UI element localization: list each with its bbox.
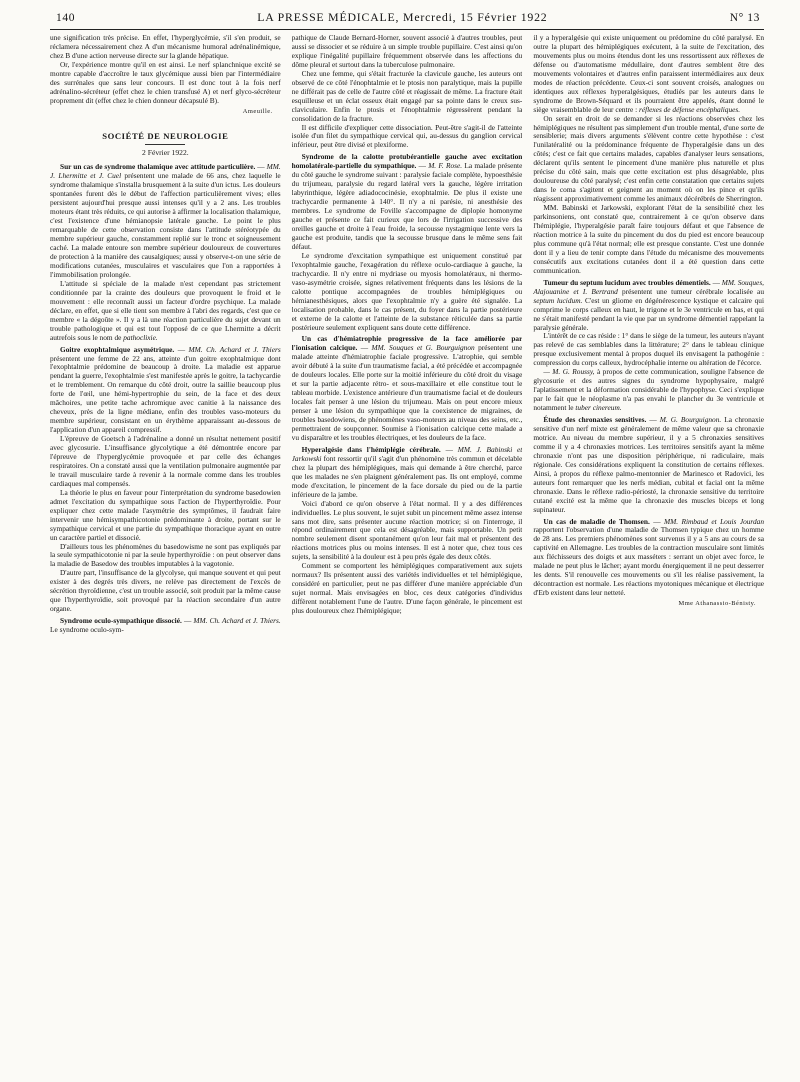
article-authors: MM. Ch. Achard et J. Thiers. — [193, 616, 281, 626]
paragraph: La théorie le plus en faveur pour l'interprétation du syndrome basedowien admet l'excitation du sympathique sous l'action de l'hyperthyroïdie. Pour expliquer chez cette malade l'asymétrie des symptômes, il faudrait faire intervenir une hémisympathicotonie prédominante à droite, portant sur le sympathique cervical et une partie du sympathique thoracique ayant en outre un caractère partiel et dissocié. — [50, 487, 281, 542]
article-body: La malade présente du côté gauche le syndrome suivant : paralysie faciale complète, hypoesthésie du trijumeau, paralysie du regard latéral vers la gauche, légère irritation labyrinthique, légère adiadococinésie, exophtalmie. De plus il existe une trachycardie permanente à 140°. Il n'y a ni parésie, ni anesthésie des membres. Le syndrome de Foville s'accompagne de diplopie homonyme gauche et présente ce fait curieux que lors de l'irrigation successive des oreilles gauche et droite à l'eau froide, la secousse nystagmique lente vers la gauche est produite, tandis que la secousse brusque dans le même sens fait défaut. — [291, 161, 523, 251]
article-title: Un cas d'hémiatrophie progressive de la face améliorée par l'ionisation calcique. — [291, 334, 523, 353]
paragraph: MM. Babinski et Jarkowski, explorant l'état de la sensibilité chez les parkinsoniens, ont constaté que, contrairement à ce qu'on observe dans l'hémiplégie, l'hyperalgésie paraît faire toujours défaut et que l'absence de réaction motrice à la suite du pincement du dos du pied est encore beaucoup plus commune qu'à l'état normal; elle est presque constante. C'est une donnée dont il y a lieu de tenir compte dans l'étude du mécanisme des mouvements consécutifs aux excitations cutanées dont il a été question dans cette communication. — [533, 203, 765, 275]
article-thomsen: Un cas de maladie de Thomsen. — MM. Rimbaud et Louis Jourdan rapportent l'observation d'une maladie de Thomsen typique chez un homme de 28 ans. Les premiers phénomènes sont survenus il y a 5 ans au cours de sa captivité en Allemagne. Les troubles de la contraction musculaire sont limités aux fléchisseurs des doigts et aux masséters : serrant un objet avec force, le malade ne peut plus le lâcher; ayant mordu énergiquement il ne peut desserrer les dents. S'il renouvelle ces mouvements ou s'il les réalise passivement, la décontraction est normale. Les réactions myotoniques mécanique et électrique d'Erb existent dans leur netteté. — [533, 516, 765, 598]
paragraph: On serait en droit de se demander si les réactions observées chez les hémiplégiques ne résultent pas simplement d'un trouble mental, d'une sorte de sensiblerie; mais divers arguments s'élèvent contre cette hypothèse : c'est l'unilatéralité ou la prédominance fréquente de l'hyperalgésie dans un des côtés; c'est ce fait que certains malades, capables d'analyser leurs sensations, déclarent qu'ils sentent le pincement d'une manière plus naturelle et plus précise du côté sain, mais que cette excitation est plus désagréable, plus douloureuse du côté paralysé; c'est enfin cette constatation que certains sujets dans le coma s'agitent et geignent au moment où on les pince et qu'ils réagissent approximativement comme les animaux décérébrés de Sherrington. — [533, 113, 765, 204]
article-body: Le syndrome oculo-sym- — [50, 625, 124, 635]
article-body: rapportent l'observation d'une maladie de Thomsen typique chez un homme de 28 ans. Les premiers phénomènes sont survenus il y a 5 ans au cours de sa captivité en Allemagne. Les troubles de la contraction musculaire sont limités aux fléchisseurs des doigts et aux masséters : serrant un objet avec force, le malade ne peut plus le lâcher; ayant mordu énergiquement il ne peut desserrer les dents. S'il renouvelle ces mouvements ou s'il les réalise passivement, la décontraction est normale. Les réactions myotoniques mécanique et électrique d'Erb existent dans leur netteté. — [533, 525, 765, 598]
article-title: Goitre exophtalmique asymétrique. — [60, 344, 175, 354]
paragraph — [50, 280, 281, 343]
article-authors: MM. Rimbaud et Louis Jourdan — [663, 516, 765, 526]
article-hemiatrophie: Un cas d'hémiatrophie progressive de la face améliorée par l'ionisation calcique. — MM. Souques et G. Bourguignon présentent une malade atteinte d'hémiatrophie faciale progressive. L'atrophie, qui semble avoir débuté à la suite d'un traumatisme facial, a été précédée et accompagnée de douleurs locales. Elle porte sur la moitié inférieure du côté droit du visage et sur la partie adjacente rétro- et sous-maxillaire et elle constitue tout le tableau morbide. L'existence antérieure d'un traumatisme facial et de douleurs locales fait penser à une lésion du trijumeau. Mais on peut encore mieux penser à une lésion du sympathique que la coexistence de migraines, de troubles basedowiens, de phénomènes vaso-moteurs au niveau des seins, etc., permettraient de soupçonner. Soumise à l'ionisation calcique cette malade a vu disparaître et les troubles électriques, et les douleurs de la face. — [291, 334, 523, 442]
article-body: présentent une femme de 22 ans, atteinte d'un goitre exophtalmique dont l'exophtalmie prédomine de beaucoup à droite. La maladie est apparue pendant la guerre, l'exophtalmie s'est manifestée après le goitre, la tachycardie et le tremblement. On remarque du côté droit, outre la saillie beaucoup plus forte de l'œil, une hémi-hypertrophie du sein, de la face et des deux mâchoires, une petite tache achromique avec canitie à la naissance des cheveux, près de la ligne médiane, enfin des troubles vaso-moteurs du membre supérieur, consistant en un érythème apparaissant au-dessous de l'application d'un appareil compressif. — [50, 353, 281, 435]
paragraph: L'intérêt de ce cas réside : 1° dans le siège de la tumeur, les auteurs n'ayant pas relevé de cas semblables dans la littérature; 2° dans le tableau clinique presque exclusivement mental à propos duquel ils envisagent la pathogénie : compression du corps calleux, hydrocéphalie interne ou altération de l'écorce. — [533, 331, 765, 368]
article-title: Un cas de maladie de Thomsen. — [543, 516, 650, 526]
paragraph — [533, 34, 764, 115]
paragraph: Le syndrome d'excitation sympathique est uniquement constitué par l'exophtalmie gauche, l'exagération du réflexe oculo-cardiaque à gauche, la trachycardie. Il n'y entre ni mydriase ou myosis homolatéraux, ni thermo-vaso-asymétrie croisée, signes relativement fréquents dans les lésions de la calotte pontique accompagnées de troubles hémiplégiques ou hémianesthésiques, alors que l'exophtalmie n'y a guère été signalée. La localisation probable, dans le cas présent, du foyer dans la partie postérieure et externe de la calotte et l'atteinte de la substance réticulée dans sa partie postérieure seulement expliquent sans doute cette différence. — [291, 250, 523, 332]
article-authors: — M. G. Roussy, — [543, 367, 595, 377]
author-signature: Ameuille. — [242, 107, 273, 115]
article-body: présentent une tumeur cérébrale localisée au — [622, 286, 764, 296]
article-chronaxies: Étude des chronaxies sensitives. — M. G. Bourguignon. La chronaxie sensitive d'un nerf mixte est généralement de même valeur que sa chronaxie motrice. Au niveau du membre supérieur, il y a 5 chronaxies sensitives comme il y a 4 chronaxies motrices. Les territoires sensitifs ayant la même chronaxie n'ont pas une disposition périphérique, ni radiculaire, mais régionale. Ces considérations expliquent la constitution de certains réflexes. Ainsi, à propos du réflexe palmo-mentonnier de Marinesco et Radovici, les auteurs font remarquer que les nerfs médian, cubital et facial ont la même chronaxie. Dans le réflexe radio-périosté, la chronaxie sensitive du territoire cutané excité est la même que la chronaxie des muscles biceps et long supinateur. — [533, 415, 765, 514]
article-title: Étude des chronaxies sensitives. — [543, 415, 647, 425]
paragraph: Comment se comportent les hémiplégiques comparativement aux sujets normaux? Ils présentent aussi des variétés individuelles et tel hémiplégique, considéré en particulier, peut ne pas différer d'une manière appréciable d'un sujet normal. Mais envisagées en bloc, ces deux catégories d'individus diffèrent notablement l'une de l'autre. D'une façon générale, le pincement est plus douloureux chez l'hémiplégique; — [291, 561, 523, 616]
article-authors: M. G. Bourguignon. — [659, 415, 722, 425]
paragraph: Chez une femme, qui s'était fracturée la clavicule gauche, les auteurs ont observé de ce côté l'énophtalmie et le ptosis non paralytique, mais la pupille ne différait pas de celle de l'autre côté et réagissait de même. La fracture était esquilleuse et un éclat osseux était engagé par sa pointe dans le creux sus-claviculaire. Enfin le ptosis et l'énophtalmie régressèrent pendant la consolidation de la fracture. — [291, 68, 523, 123]
italic-term: septum lucidum. — [533, 295, 583, 305]
author-signature: Mme Athanassio-Bénisty. — [678, 600, 757, 608]
italic-term: tuber cinereum. — [575, 403, 622, 413]
column-2 — [292, 34, 523, 1080]
article-body: L'attitude si spéciale de la malade n'est cependant pas strictement conditionnée par la crainte des douleurs que provoquent le froid et le mouvement : elle reconnaît aussi un facteur d'ordre psychique. La malade déclare, en effet, que si elle tient son membre à l'abri des regards, c'est que ce membre « la dégoûte ». Il y a là une réaction particulière du sujet devant un trouble pathologique et qui est tout l'opposé de ce que Lhermitte a décrit autrefois sous le nom de — [50, 278, 281, 342]
paragraph: D'ailleurs tous les phénomènes du basedowisme ne sont pas expliqués par la seule sympathicotonie ni par la seule hyperthyroïdie : on peut observer dans la maladie de Basedow des troubles imputables à la vagotonie. — [50, 541, 281, 569]
article-title: Tumeur du septum lucidum avec troubles démentiels. — [543, 277, 711, 287]
article-authors: MM. Souques, Alajouanine et I. Bertrand — [533, 277, 765, 296]
page-number: 140 — [56, 12, 76, 24]
article-body: La chronaxie sensitive d'un nerf mixte est généralement de même valeur que sa chronaxie motrice. Au niveau du membre supérieur, il y a 5 chronaxies sensitives comme il y a 4 chronaxies motrices. Les territoires sensitifs ayant la même chronaxie n'ont pas une disposition périphérique, ni radiculaire, mais régionale. Ces considérations expliquent la constitution de certains réflexes. Ainsi, à propos du réflexe palmo-mentonnier de Marinesco et Radovici, les auteurs font remarquer que les nerfs médian, cubital et facial ont la même chronaxie. Dans le réflexe radio-périosté, la chronaxie sensitive du territoire cutané excité est la même que la chronaxie des muscles biceps et long supinateur. — [533, 415, 765, 514]
article-body: à propos de cette communication, souligne l'absence de glycosurie et des autres signes du syndrome hypophysaire, malgré l'aplatissement et la déformation considérable de l'hypophyse. Ceci s'explique par le fait que le néoplasme n'a pas envahi le plancher du 3e ventricule et notamment le — [533, 367, 765, 413]
article-authors: M. F. Rose. — [428, 161, 463, 171]
article-body: font ressortir qu'il s'agit d'un phénomène très commun et décelable chez la plupart des hémiplégiques, mais qui demande à être cherché, parce que les malades ne s'en plaignent généralement pas. Ils ont employé, comme mode d'excitation, le pincement de la face dorsale du pied ou de la partie inférieure de la jambe. — [291, 453, 523, 499]
paragraph: une signification très précise. En effet, l'hyperglycémie, s'il s'en produit, se réclamera nécessairement chez A d'un mécanisme humoral adrénalinémique, chez B d'une action nerveuse directe sur la glande hépatique. — [50, 34, 281, 60]
issue-number: N° 13 — [729, 12, 760, 24]
article-title: Sur un cas de syndrome thalamique avec attitude particulière. — [60, 162, 256, 172]
article-body: présentent une malade atteinte d'hémiatrophie faciale progressive. L'atrophie, qui semble avoir débuté à la suite d'un traumatisme facial, a été précédée et accompagnée de douleurs locales. Elle porte sur la moitié inférieure du côté droit du visage et sur la partie adjacente rétro- et sous-maxillaire et elle constitue tout le tableau morbide. L'existence antérieure d'un traumatisme facial et de douleurs locales fait penser à une lésion du trijumeau. Mais on peut encore mieux penser à une lésion du sympathique que la coexistence de migraines, de troubles basedowiens, de phénomènes vaso-moteurs au niveau des seins, etc., permettraient de soupçonner. Soumise à l'ionisation calcique cette malade a vu disparaître et les troubles électriques, et les douleurs de la face. — [291, 343, 523, 442]
paragraph: Il est difficile d'expliquer cette dissociation. Peut-être s'agit-il de l'atteinte isolée d'un filet du sympathique cervical qui, au-dessus du ganglion cervical inférieur, peut être divisé et plexiforme. — [291, 122, 523, 150]
column-3 — [533, 34, 764, 1080]
column-1 — [50, 34, 281, 1080]
paragraph — [533, 368, 764, 413]
article-body: il y a hyperalgésie qui existe uniquement ou prédomine du côté paralysé. En outre la plupart des hémiplégiques exécutent, à la suite de l'excitation, des mouvements plus ou moins étendus dont les uns ressortissent aux réflexes de défense ou d'automatisme médullaire, dont d'autres semblent être des mouvements volontaires et d'autres enfin paraissent intermédiaires aux deux modes de réaction précédente. Ceux-ci sont souvent croisés, analogues ou identiques aux réflexes hyperalgésiques, étudiés par les auteurs dans le syndrome de Brown-Séquard et ils pourraient être appelés, étant donné le siège vraisemblable de leur centre : — [533, 34, 765, 114]
journal-title: LA PRESSE MÉDICALE, Mercredi, 15 Février 1922 — [257, 10, 548, 24]
article-thalamic: Sur un cas de syndrome thalamique avec attitude particulière. — MM. J. Lhermitte et J. Cuel présentent une malade de 66 ans, chez laquelle le syndrome thalamique s'installa brusquement à la suite d'un ictus. Les douleurs spontanées furent dès le début de l'affection particulièrement vives; elles persistent aujourd'hui presque aussi intenses qu'il y a 2 ans. Les troubles moteurs étant très réduits, ce qui autorise à affirmer la localisation thalamique, c'est l'existence d'une hémianopsie latérale gauche. Le point le plus remarquable de cette observation consiste dans l'attitude stéréotypée du membre supérieur gauche, constamment replié sur le tronc et soigneusement caché. La malade entoure son membre supérieur douloureux de couvertures de protection à la manière des causalgiques; aussi y observe-t-on une série de modifications cutanées, musculaires et vasculaires que l'on a rapportées à l'immobilisation prolongée. — [50, 162, 281, 279]
article-authors: MM. Ch. Achard et J. Thiers — [188, 344, 281, 354]
article-title: Hyperalgésie dans l'hémiplégie cérébrale. — [301, 444, 441, 454]
article-authors: MM. J. Lhermitte et J. Cuel — [50, 162, 281, 181]
article-body: présentent une malade de 66 ans, chez laquelle le syndrome thalamique s'installa brusquement à la suite d'un ictus. Les douleurs spontanées furent dès le début de l'affection particulièrement vives; elles persistent aujourd'hui presque aussi intenses qu'il y a 2 ans. Les troubles moteurs étant très réduits, ce qui autorise à affirmer la localisation thalamique, c'est l'existence d'une hémianopsie latérale gauche. Le point le plus remarquable de cette observation consiste dans l'attitude stéréotypée du membre supérieur gauche, constamment replié sur le tronc et soigneusement caché. La malade entoure son membre supérieur douloureux de couvertures de protection à la manière des causalgiques; aussi y observe-t-on une série de modifications cutanées, musculaires et vasculaires que l'on a rapportées à l'immobilisation prolongée. — [50, 171, 281, 279]
page-header — [50, 10, 764, 27]
paragraph: L'épreuve de Goetsch à l'adrénaline a donné un résultat nettement positif avec glycosurie. L'insuffisance glycolytique a été démontrée encore par l'épreuve de l'hyperglycémie provoquée et par celle des échanges respiratoires. On a constaté aussi que la ventilation pulmonaire augmentée par le travail musculaire tarde à revenir à la normale comme dans les troubles cardiaques mal compensés. — [50, 434, 281, 488]
article-oculo-sympathique: Syndrome oculo-sympathique dissocié. — MM. Ch. Achard et J. Thiers. Le syndrome oculo-sym- — [50, 616, 281, 635]
paragraph: D'autre part, l'insuffisance de la glycolyse, qui manque souvent et qui peut exister à des degrés très divers, ne relève pas directement de l'excès de sécrétion thyroïdienne, c'est un trouble associé, soit produit par la même cause que l'hyperthyroïdie, soit provoqué par la réaction secondaire d'un autre organe. — [50, 568, 281, 614]
article-goitre: Goitre exophtalmique asymétrique. — MM. Ch. Achard et J. Thiers présentent une femme de 22 ans, atteinte d'un goitre exophtalmique dont l'exophtalmie prédomine de beaucoup à droite. La maladie est apparue pendant la guerre, l'exophtalmie s'est manifestée après le goitre, la tachycardie et le tremblement. On remarque du côté droit, outre la saillie beaucoup plus forte de l'œil, une hémi-hypertrophie du sein, de la face et des deux mâchoires, une petite tache achromique avec canitie à la naissance des cheveux, près de la ligne médiane, enfin des troubles vaso-moteurs du membre supérieur, consistant en un érythème apparaissant au-dessous de l'application d'un appareil compressif. — [50, 344, 281, 435]
article-septum: Tumeur du septum lucidum avec troubles démentiels. — MM. Souques, Alajouanine et I. Bertrand présentent une tumeur cérébrale localisée au septum lucidum. C'est un gliome en dégénérescence kystique et calcaire qui comprime le corps calleux en haut, le trigone et le 3e ventricule en bas, et qui ne s'était manifesté pendant la vie que par un syndrome démentiel rappelant la paralysie générale. — [533, 277, 765, 332]
section-divider — [145, 144, 185, 145]
session-date: 2 Février 1922. — [142, 147, 189, 157]
article-authors: MM. Souques et G. Bourguignon — [371, 343, 475, 353]
article-title: Syndrome de la calotte protubérantielle gauche avec excitation homolatérale-partielle du sympathique. — [291, 152, 523, 171]
article-authors: MM. J. Babinski et Jarkowski — [291, 444, 523, 463]
section-heading: SOCIÉTÉ DE NEUROLOGIE — [102, 130, 229, 141]
header-rule — [50, 29, 764, 30]
article-calotte: Syndrome de la calotte protubérantielle gauche avec excitation homolatérale-partielle du sympathique. — M. F. Rose. La malade présente du côté gauche le syndrome suivant : paralysie faciale complète, hypoesthésie du trijumeau, paralysie du regard latéral vers la gauche, légère irritation labyrinthique, légère adiadococinésie, exophtalmie. De plus il existe une trachycardie permanente à 140°. Il n'y a ni parésie, ni anesthésie des membres. Le syndrome de Foville s'accompagne de diplopie homonyme gauche et présente ce fait curieux que lors de l'irrigation successive des oreilles gauche et droite à l'eau froide, la secousse nystagmique lente vers la gauche est produite, tandis que la secousse brusque dans le même sens fait défaut. — [291, 152, 523, 251]
paragraph: Voici d'abord ce qu'on observe à l'état normal. Il y a des différences individuelles. Le plus souvent, le sujet subit un pincement même assez intense sans mot dire, sans présenter aucune réaction motrice; si on l'interroge, il répond ordinairement que cela est désagréable, mais supportable. Un petit nombre seulement disent spontanément qu'on leur fait mal et présentent des réactions motrices plus ou moins intenses. Il est à noter que, chez tous ces sujets, la sensibilité à la douleur est à peu près égale des deux côtés. — [291, 498, 523, 562]
article-title: Syndrome oculo-sympathique dissocié. — [60, 616, 182, 626]
paragraph: Or, l'expérience montre qu'il en est ainsi. Le nerf splanchnique excité se montre capable d'accroître le taux glycémique aussi bien par l'intermédiaire des surrénales que sans leur concours. Il est donc tout à la fois nerf adrénalino-sécréteur (effet chez le chien transfusé A) et nerf glyco-sécréteur proprement dit (effet chez le chien donneur décapsulé B). — [50, 59, 281, 105]
article-hyperalgesie: Hyperalgésie dans l'hémiplégie cérébrale. — MM. J. Babinski et Jarkowski font ressortir qu'il s'agit d'un phénomène très commun et décelable chez la plupart des hémiplégiques, mais qui demande à être cherché, parce que les malades ne s'en plaignent généralement pas. Ils ont employé, comme mode d'excitation, le pincement de la face dorsale du pied ou de la partie inférieure de la jambe. — [291, 444, 523, 499]
paragraph: pathique de Claude Bernard-Horner, souvent associé à d'autres troubles, peut aussi se dissocier et se réduire à un simple trouble pupillaire. C'est ainsi qu'on explique l'inégalité pupillaire fréquemment observée dans les affections du dôme pleural et surtout dans la tuberculose pulmonaire. — [291, 34, 523, 69]
text-columns — [50, 34, 764, 1080]
italic-term: pathoclixie. — [123, 332, 158, 342]
article-body: C'est un gliome en dégénérescence kystique et calcaire qui comprime le corps calleux en haut, le trigone et le 3e ventricule en bas, et qui ne s'était manifesté pendant la vie que par un syndrome démentiel rappelant la paralysie générale. — [533, 295, 765, 332]
italic-term: réflexes de défense encéphaliques. — [638, 104, 741, 114]
